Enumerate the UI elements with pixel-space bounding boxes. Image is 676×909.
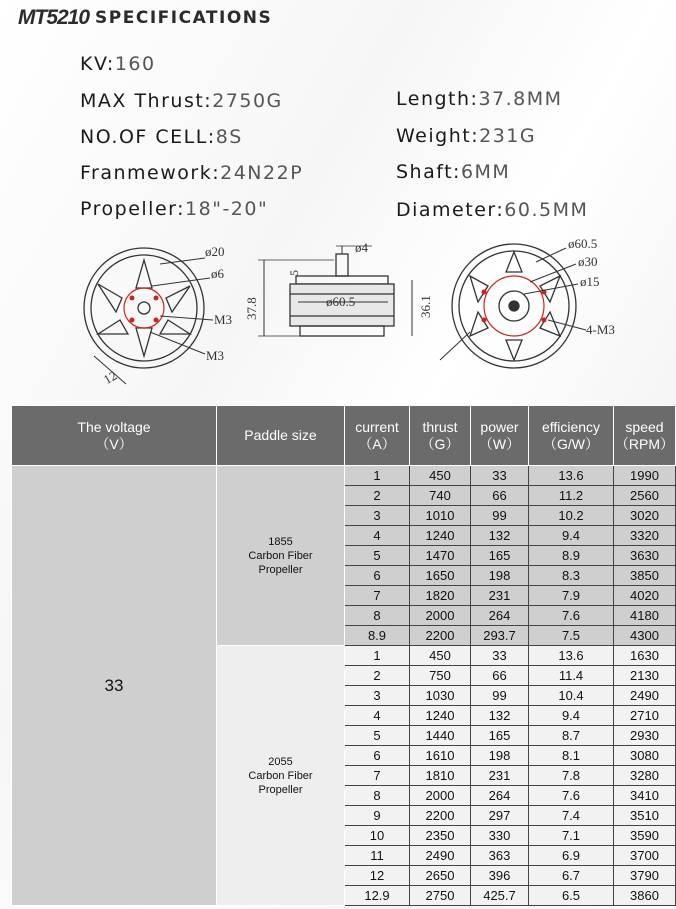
thrust-cell: 1650 (410, 566, 471, 586)
efficiency-cell: 8.1 (529, 746, 614, 766)
spec-framework: Franmework:24N22P (80, 162, 304, 184)
speed-cell: 3320 (614, 526, 676, 546)
bottom-view-drawing (84, 248, 213, 384)
current-cell: 1 (345, 466, 410, 486)
thrust-cell: 2200 (410, 626, 471, 646)
thrust-cell: 750 (410, 666, 471, 686)
label-m3-top: M3 (214, 312, 233, 327)
table-header-row (12, 406, 676, 466)
speed-cell: 3630 (614, 546, 676, 566)
current-cell: 3 (345, 686, 410, 706)
efficiency-cell: 7.6 (529, 786, 614, 806)
thrust-cell: 1820 (410, 586, 471, 606)
efficiency-cell: 7.5 (529, 626, 614, 646)
speed-cell: 3510 (614, 806, 676, 826)
current-cell: 8 (345, 606, 410, 626)
efficiency-cell: 8.9 (529, 546, 614, 566)
speed-cell: 3790 (614, 866, 676, 886)
power-cell: 363 (471, 846, 529, 866)
thrust-cell: 1240 (410, 706, 471, 726)
current-cell: 5 (345, 726, 410, 746)
power-cell: 99 (471, 686, 529, 706)
efficiency-cell: 10.4 (529, 686, 614, 706)
thrust-cell: 450 (410, 646, 471, 666)
power-cell: 198 (471, 566, 529, 586)
power-cell: 231 (471, 766, 529, 786)
label-w12: 12 (100, 367, 120, 388)
power-cell: 264 (471, 606, 529, 626)
thrust-cell: 1010 (410, 506, 471, 526)
current-cell: 8.9 (345, 626, 410, 646)
power-cell: 33 (471, 646, 529, 666)
technical-drawings (0, 236, 676, 396)
spec-cells: NO.OF CELL:8S (80, 126, 243, 148)
current-cell: 5 (345, 546, 410, 566)
label-4m3: 4-M3 (586, 322, 615, 337)
thrust-cell: 1440 (410, 726, 471, 746)
efficiency-cell: 9.4 (529, 526, 614, 546)
header-efficiency: efficiency （G/W） (529, 406, 614, 466)
speed-cell: 1990 (614, 466, 676, 486)
efficiency-cell: 7.4 (529, 806, 614, 826)
current-cell: 10 (345, 826, 410, 846)
current-cell: 4 (345, 526, 410, 546)
power-cell: 66 (471, 666, 529, 686)
paddle-size-cell: 2055 Carbon Fiber Propeller (217, 646, 345, 906)
efficiency-cell: 7.6 (529, 606, 614, 626)
header-thrust: thrust （G） (410, 406, 471, 466)
label-h5: 5 (287, 270, 301, 276)
page-title (18, 6, 272, 30)
efficiency-cell: 10.2 (529, 506, 614, 526)
speed-cell: 2930 (614, 726, 676, 746)
thrust-cell: 450 (410, 466, 471, 486)
label-d605-side: ø60.5 (326, 294, 356, 309)
thrust-cell: 2200 (410, 806, 471, 826)
thrust-cell: 2000 (410, 606, 471, 626)
thrust-cell: 1240 (410, 526, 471, 546)
current-cell: 6 (345, 566, 410, 586)
power-cell: 66 (471, 486, 529, 506)
speed-cell: 4300 (614, 626, 676, 646)
power-cell: 132 (471, 526, 529, 546)
power-cell: 132 (471, 706, 529, 726)
thrust-cell: 2490 (410, 846, 471, 866)
current-cell: 3 (345, 506, 410, 526)
speed-cell: 4020 (614, 586, 676, 606)
efficiency-cell: 13.6 (529, 646, 614, 666)
thrust-cell: 740 (410, 486, 471, 506)
speed-cell: 3590 (614, 826, 676, 846)
power-cell: 330 (471, 826, 529, 846)
efficiency-cell: 9.4 (529, 706, 614, 726)
current-cell: 7 (345, 586, 410, 606)
current-cell: 12.9 (345, 886, 410, 906)
thrust-cell: 1470 (410, 546, 471, 566)
voltage-cell: 33 (12, 466, 217, 906)
power-cell: 231 (471, 586, 529, 606)
speed-cell: 2130 (614, 666, 676, 686)
current-cell: 2 (345, 486, 410, 506)
label-d6: ø6 (211, 266, 224, 281)
label-h378: 37.8 (244, 297, 259, 320)
spec-propeller: Propeller:18"-20" (80, 198, 269, 220)
current-cell: 9 (345, 806, 410, 826)
thrust-cell: 2000 (410, 786, 471, 806)
label-d20: ø20 (205, 244, 225, 259)
header-voltage: The voltage （V） (12, 406, 217, 466)
power-cell: 293.7 (471, 626, 529, 646)
label-h361: 36.1 (418, 295, 433, 318)
spec-diameter: Diameter:60.5MM (396, 199, 589, 221)
power-cell: 165 (471, 726, 529, 746)
thrust-cell: 2750 (410, 886, 471, 906)
table-row (12, 466, 676, 486)
current-cell: 12 (345, 866, 410, 886)
spec-max-thrust: MAX Thrust:2750G (80, 90, 283, 112)
efficiency-cell: 7.8 (529, 766, 614, 786)
efficiency-cell: 7.9 (529, 586, 614, 606)
efficiency-cell: 11.2 (529, 486, 614, 506)
power-cell: 165 (471, 546, 529, 566)
speed-cell: 2560 (614, 486, 676, 506)
efficiency-cell: 6.5 (529, 886, 614, 906)
current-cell: 8 (345, 786, 410, 806)
current-cell: 4 (345, 706, 410, 726)
current-cell: 2 (345, 666, 410, 686)
label-m3-bottom: M3 (206, 348, 225, 363)
power-cell: 425.7 (471, 886, 529, 906)
speed-cell: 3860 (614, 886, 676, 906)
spec-weight: Weight:231G (396, 125, 537, 147)
speed-cell: 4180 (614, 606, 676, 626)
title-word: SPECIFICATIONS (95, 8, 273, 28)
header-paddle: Paddle size (217, 406, 345, 466)
power-cell: 198 (471, 746, 529, 766)
header-power: power （W） (471, 406, 529, 466)
speed-cell: 3410 (614, 786, 676, 806)
power-cell: 264 (471, 786, 529, 806)
thrust-cell: 1030 (410, 686, 471, 706)
label-d4: ø4 (355, 240, 368, 255)
paddle-size-cell: 1855 Carbon Fiber Propeller (217, 466, 345, 646)
power-cell: 33 (471, 466, 529, 486)
power-cell: 396 (471, 866, 529, 886)
model-name: MT5210 (18, 6, 90, 29)
efficiency-cell: 6.7 (529, 866, 614, 886)
performance-table (11, 405, 676, 906)
label-d30: ø30 (578, 254, 598, 269)
thrust-cell: 2350 (410, 826, 471, 846)
speed-cell: 3280 (614, 766, 676, 786)
speed-cell: 3850 (614, 566, 676, 586)
thrust-cell: 1810 (410, 766, 471, 786)
thrust-cell: 2650 (410, 866, 471, 886)
speed-cell: 2710 (614, 706, 676, 726)
efficiency-cell: 8.7 (529, 726, 614, 746)
current-cell: 1 (345, 646, 410, 666)
efficiency-cell: 11.4 (529, 666, 614, 686)
speed-cell: 2490 (614, 686, 676, 706)
current-cell: 7 (345, 766, 410, 786)
label-d605-top: ø60.5 (568, 236, 598, 251)
table-body (12, 466, 676, 906)
thrust-cell: 1610 (410, 746, 471, 766)
spec-kv: KV:160 (80, 53, 156, 75)
speed-cell: 3700 (614, 846, 676, 866)
current-cell: 11 (345, 846, 410, 866)
spec-length: Length:37.8MM (396, 88, 563, 110)
label-d15: ø15 (580, 274, 600, 289)
side-view-drawing (258, 246, 412, 336)
speed-cell: 3080 (614, 746, 676, 766)
header-speed: speed （RPM） (614, 406, 676, 466)
efficiency-cell: 6.9 (529, 846, 614, 866)
speed-cell: 1630 (614, 646, 676, 666)
spec-shaft: Shaft:6MM (396, 161, 511, 183)
efficiency-cell: 7.1 (529, 826, 614, 846)
efficiency-cell: 8.3 (529, 566, 614, 586)
efficiency-cell: 13.6 (529, 466, 614, 486)
power-cell: 99 (471, 506, 529, 526)
power-cell: 297 (471, 806, 529, 826)
speed-cell: 3020 (614, 506, 676, 526)
top-view-drawing (440, 244, 586, 368)
current-cell: 6 (345, 746, 410, 766)
header-current: current （A） (345, 406, 410, 466)
